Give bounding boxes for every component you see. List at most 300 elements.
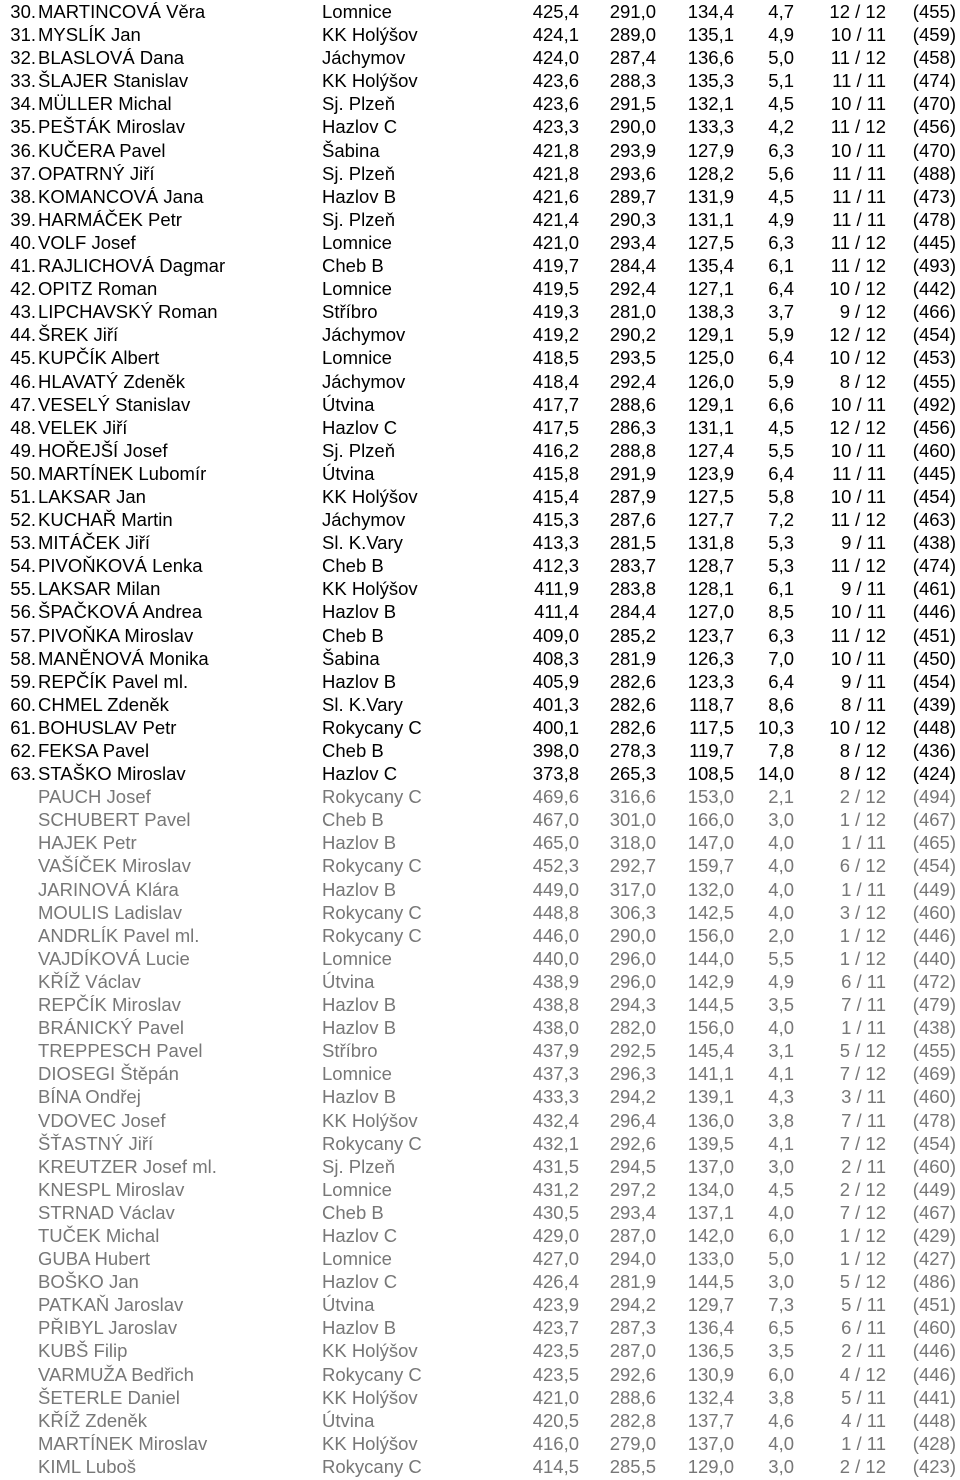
average-full: 285,2	[609, 624, 656, 646]
average-clear: 141,1	[687, 1063, 734, 1085]
table-row-unranked	[0, 1432, 960, 1455]
rank-cell: 30.	[10, 1, 36, 22]
average-total: 415,3	[532, 509, 579, 531]
best-result: (460)	[912, 1317, 956, 1339]
club-name: Hazlov C	[322, 116, 398, 138]
average-misses: 6,3	[768, 139, 794, 161]
average-misses: 5,9	[768, 370, 794, 392]
best-result: (474)	[912, 70, 956, 92]
average-total: 409,0	[532, 624, 579, 646]
average-full: 287,6	[609, 509, 656, 531]
games-played: 6 / 12	[839, 855, 886, 877]
player-name: PIVOŇKA Miroslav	[38, 624, 194, 646]
table-row	[0, 346, 960, 369]
table-row	[0, 92, 960, 115]
games-played: 10 / 11	[830, 93, 886, 115]
club-name: Sj. Plzeň	[322, 439, 396, 461]
games-played: 9 / 12	[839, 301, 886, 323]
average-misses: 4,0	[768, 1432, 794, 1454]
games-played: 12 / 12	[829, 1, 886, 22]
average-full: 292,4	[609, 278, 656, 300]
rank-cell: 53.	[10, 532, 36, 554]
average-clear: 127,5	[687, 231, 734, 253]
player-name: HARMÁČEK Petr	[38, 208, 182, 230]
average-total: 423,9	[532, 1294, 579, 1316]
player-name: KUBŠ Filip	[38, 1340, 128, 1362]
player-name: MARTÍNEK Miroslav	[38, 1432, 208, 1454]
average-clear: 126,3	[687, 647, 734, 669]
games-played: 11 / 12	[830, 509, 886, 531]
average-total: 440,0	[532, 947, 579, 969]
games-played: 1 / 12	[839, 924, 886, 946]
games-played: 8 / 12	[839, 370, 886, 392]
games-played: 3 / 11	[841, 1086, 886, 1108]
average-misses: 5,5	[768, 947, 794, 969]
best-result: (423)	[912, 1455, 956, 1477]
player-name: KOMANCOVÁ Jana	[38, 185, 204, 207]
player-name: JARINOVÁ Klára	[38, 878, 179, 900]
best-result: (455)	[912, 370, 956, 392]
table-row	[0, 716, 960, 739]
average-misses: 4,9	[768, 24, 794, 46]
average-full: 281,9	[609, 1271, 656, 1293]
player-name: STRNAD Václav	[38, 1201, 175, 1223]
table-row-unranked	[0, 1316, 960, 1339]
player-name: TREPPESCH Pavel	[38, 1040, 203, 1062]
best-result: (429)	[912, 1224, 956, 1246]
average-full: 287,4	[609, 47, 656, 69]
best-result: (470)	[912, 139, 956, 161]
player-name: VDOVEC Josef	[38, 1109, 166, 1131]
table-row	[0, 46, 960, 69]
average-misses: 6,3	[768, 624, 794, 646]
club-name: Cheb B	[322, 740, 384, 761]
average-misses: 4,3	[768, 1086, 794, 1108]
average-clear: 129,1	[687, 393, 734, 415]
average-total: 419,2	[532, 324, 579, 346]
games-played: 5 / 11	[841, 1386, 886, 1408]
best-result: (492)	[912, 393, 956, 415]
best-result: (469)	[912, 1063, 956, 1085]
club-name: Cheb B	[322, 255, 384, 277]
average-misses: 4,0	[768, 878, 794, 900]
rank-cell: 36.	[10, 139, 36, 161]
average-clear: 127,9	[687, 139, 734, 161]
best-result: (448)	[912, 1409, 956, 1431]
average-clear: 135,4	[687, 255, 734, 277]
average-clear: 108,5	[687, 763, 734, 785]
club-name: Lomnice	[322, 1063, 392, 1085]
average-full: 296,0	[609, 947, 656, 969]
player-name: HLAVATÝ Zdeněk	[38, 370, 186, 392]
average-full: 316,6	[609, 786, 656, 808]
rank-cell: 40.	[10, 231, 36, 253]
best-result: (440)	[912, 947, 956, 969]
table-row-unranked	[0, 1155, 960, 1178]
club-name: Sj. Plzeň	[322, 208, 396, 230]
best-result: (455)	[912, 1, 956, 22]
average-full: 289,7	[609, 185, 656, 207]
best-result: (478)	[912, 208, 956, 230]
club-name: Hazlov B	[322, 185, 397, 207]
average-clear: 127,4	[687, 439, 734, 461]
table-row-unranked	[0, 1247, 960, 1270]
average-clear: 119,7	[689, 740, 734, 761]
average-clear: 144,5	[687, 1271, 734, 1293]
average-clear: 134,0	[687, 1178, 734, 1200]
average-total: 423,3	[532, 116, 579, 138]
average-full: 281,0	[609, 301, 656, 323]
club-name: KK Holýšov	[322, 1340, 418, 1362]
average-clear: 145,4	[687, 1040, 734, 1062]
table-row	[0, 531, 960, 554]
best-result: (461)	[912, 578, 956, 600]
average-clear: 127,0	[687, 601, 734, 623]
rank-cell: 38.	[10, 185, 36, 207]
table-row-unranked	[0, 1293, 960, 1316]
best-result: (428)	[912, 1432, 956, 1454]
average-clear: 138,3	[687, 301, 734, 323]
player-name: ŠREK Jiří	[38, 324, 119, 346]
average-misses: 3,0	[768, 1155, 794, 1177]
rank-cell: 59.	[10, 670, 36, 692]
table-row	[0, 416, 960, 439]
table-row-unranked	[0, 785, 960, 808]
games-played: 5 / 11	[841, 1294, 886, 1316]
games-played: 7 / 12	[839, 1063, 886, 1085]
best-result: (467)	[912, 1201, 956, 1223]
rank-cell: 54.	[10, 555, 36, 577]
average-misses: 5,3	[768, 532, 794, 554]
average-misses: 6,6	[768, 393, 794, 415]
average-full: 282,6	[609, 716, 656, 738]
average-full: 290,0	[609, 116, 656, 138]
games-played: 11 / 11	[832, 185, 886, 207]
games-played: 11 / 12	[830, 624, 886, 646]
average-misses: 2,1	[768, 786, 794, 808]
average-total: 432,4	[532, 1109, 579, 1131]
player-name: MÜLLER Michal	[38, 93, 172, 115]
average-clear: 153,0	[687, 786, 734, 808]
rank-cell: 49.	[10, 439, 36, 461]
player-name: PATKAŇ Jaroslav	[38, 1294, 184, 1316]
best-result: (460)	[912, 1155, 956, 1177]
average-clear: 142,9	[687, 970, 734, 992]
player-name: VOLF Josef	[38, 231, 136, 253]
games-played: 6 / 11	[841, 970, 886, 992]
average-clear: 129,7	[687, 1294, 734, 1316]
games-played: 2 / 12	[839, 1455, 886, 1477]
best-result: (449)	[912, 1178, 956, 1200]
average-misses: 4,9	[768, 970, 794, 992]
average-full: 297,2	[609, 1178, 656, 1200]
average-full: 291,5	[609, 93, 656, 115]
average-misses: 5,0	[768, 1248, 794, 1270]
best-result: (439)	[912, 693, 956, 715]
club-name: Sj. Plzeň	[322, 93, 396, 115]
average-total: 426,4	[532, 1271, 579, 1293]
average-misses: 4,0	[768, 855, 794, 877]
games-played: 1 / 11	[841, 1017, 886, 1039]
average-total: 423,6	[532, 70, 579, 92]
table-row-unranked	[0, 1201, 960, 1224]
average-full: 281,9	[609, 647, 656, 669]
average-full: 294,0	[609, 1248, 656, 1270]
rank-cell: 45.	[10, 347, 36, 369]
average-total: 400,1	[532, 716, 579, 738]
average-clear: 136,0	[687, 1109, 734, 1131]
average-full: 292,4	[609, 370, 656, 392]
club-name: Cheb B	[322, 555, 384, 577]
best-result: (472)	[912, 970, 956, 992]
player-name: KUCHAŘ Martin	[38, 509, 173, 531]
table-row	[0, 577, 960, 600]
average-clear: 125,0	[687, 347, 734, 369]
games-played: 6 / 11	[841, 1317, 886, 1339]
average-total: 429,0	[532, 1224, 579, 1246]
table-row-unranked	[0, 1409, 960, 1432]
table-row-unranked	[0, 878, 960, 901]
average-full: 292,6	[609, 1363, 656, 1385]
best-result: (474)	[912, 555, 956, 577]
player-name: BRÁNICKÝ Pavel	[38, 1017, 184, 1039]
games-played: 10 / 11	[830, 24, 886, 46]
games-played: 10 / 11	[830, 393, 886, 415]
average-full: 287,0	[609, 1340, 656, 1362]
average-clear: 136,6	[687, 47, 734, 69]
average-full: 282,6	[609, 670, 656, 692]
club-name: Hazlov B	[322, 878, 397, 900]
club-name: Hazlov C	[322, 416, 398, 438]
average-total: 421,8	[532, 139, 579, 161]
club-name: Stříbro	[322, 1040, 378, 1062]
average-total: 416,2	[532, 439, 579, 461]
player-name: VAŠÍČEK Miroslav	[38, 855, 191, 877]
games-played: 10 / 12	[829, 716, 886, 738]
games-played: 11 / 12	[830, 555, 886, 577]
average-clear: 156,0	[687, 1017, 734, 1039]
average-misses: 4,5	[768, 1178, 794, 1200]
average-total: 465,0	[532, 832, 579, 854]
table-row-unranked	[0, 808, 960, 831]
average-full: 290,0	[609, 924, 656, 946]
best-result: (438)	[912, 532, 956, 554]
rank-cell: 33.	[10, 70, 36, 92]
average-full: 289,0	[609, 24, 656, 46]
average-misses: 3,8	[768, 1386, 794, 1408]
average-clear: 156,0	[687, 924, 734, 946]
player-name: OPITZ Roman	[38, 278, 158, 300]
average-misses: 8,6	[768, 693, 794, 715]
average-misses: 3,0	[768, 1271, 794, 1293]
average-misses: 5,8	[768, 485, 794, 507]
player-name: BOŠKO Jan	[38, 1271, 139, 1293]
average-misses: 4,5	[768, 93, 794, 115]
average-misses: 4,5	[768, 185, 794, 207]
average-full: 283,8	[609, 578, 656, 600]
player-name: MARTINCOVÁ Věra	[38, 1, 206, 22]
table-row	[0, 300, 960, 323]
best-result: (449)	[912, 878, 956, 900]
average-misses: 3,0	[768, 809, 794, 831]
average-full: 290,3	[609, 208, 656, 230]
table-row	[0, 254, 960, 277]
player-name: MANĚNOVÁ Monika	[38, 647, 209, 669]
games-played: 11 / 12	[830, 255, 886, 277]
average-misses: 8,5	[768, 601, 794, 623]
average-clear: 144,5	[687, 994, 734, 1016]
club-name: Útvina	[322, 393, 375, 415]
games-played: 3 / 12	[839, 901, 886, 923]
games-played: 2 / 11	[841, 1340, 886, 1362]
average-total: 413,3	[532, 532, 579, 554]
average-misses: 4,5	[768, 416, 794, 438]
club-name: Sl. K.Vary	[322, 693, 403, 715]
player-name: MITÁČEK Jiří	[38, 532, 151, 554]
club-name: Rokycany C	[322, 855, 422, 877]
club-name: Rokycany C	[322, 786, 422, 808]
best-result: (473)	[912, 185, 956, 207]
average-full: 296,0	[609, 970, 656, 992]
table-row	[0, 485, 960, 508]
best-result: (442)	[912, 278, 956, 300]
average-full: 287,3	[609, 1317, 656, 1339]
games-played: 11 / 12	[830, 116, 886, 138]
player-name: LIPCHAVSKÝ Roman	[38, 301, 218, 323]
table-row	[0, 23, 960, 46]
rank-cell: 56.	[10, 601, 36, 623]
average-total: 421,6	[532, 185, 579, 207]
table-row	[0, 162, 960, 185]
games-played: 10 / 11	[830, 601, 886, 623]
games-played: 8 / 11	[841, 693, 886, 715]
average-total: 431,2	[532, 1178, 579, 1200]
best-result: (448)	[912, 716, 956, 738]
average-full: 284,4	[609, 601, 656, 623]
average-total: 421,8	[532, 162, 579, 184]
table-row	[0, 647, 960, 670]
player-name: ŠLAJER Stanislav	[38, 70, 189, 92]
rank-cell: 41.	[10, 255, 36, 277]
average-full: 293,4	[609, 1201, 656, 1223]
player-name: CHMEL Zdeněk	[38, 693, 169, 715]
average-total: 423,7	[532, 1317, 579, 1339]
average-total: 448,8	[532, 901, 579, 923]
best-result: (454)	[912, 670, 956, 692]
average-full: 306,3	[609, 901, 656, 923]
average-total: 419,3	[532, 301, 579, 323]
average-misses: 4,1	[768, 1132, 794, 1154]
average-total: 423,6	[532, 93, 579, 115]
rank-cell: 34.	[10, 93, 36, 115]
average-full: 294,3	[609, 994, 656, 1016]
average-clear: 127,7	[687, 509, 734, 531]
average-total: 420,5	[532, 1409, 579, 1431]
rank-cell: 57.	[10, 624, 36, 646]
average-misses: 4,0	[768, 832, 794, 854]
games-played: 8 / 12	[839, 740, 886, 761]
average-clear: 132,1	[687, 93, 734, 115]
average-full: 291,9	[609, 462, 656, 484]
average-full: 288,8	[609, 439, 656, 461]
player-name: PŘIBYL Jaroslav	[38, 1317, 178, 1339]
best-result: (446)	[912, 1363, 956, 1385]
average-total: 405,9	[532, 670, 579, 692]
club-name: Hazlov C	[322, 763, 398, 785]
average-clear: 130,9	[687, 1363, 734, 1385]
games-played: 8 / 12	[839, 763, 886, 785]
club-name: Cheb B	[322, 809, 384, 831]
table-row-unranked	[0, 1339, 960, 1362]
table-row-unranked	[0, 1085, 960, 1108]
games-played: 1 / 12	[839, 947, 886, 969]
table-row-unranked	[0, 1270, 960, 1293]
average-total: 424,1	[532, 24, 579, 46]
average-clear: 135,3	[687, 70, 734, 92]
best-result: (478)	[912, 1109, 956, 1131]
rank-cell: 60.	[10, 693, 36, 715]
best-result: (470)	[912, 93, 956, 115]
player-name: MARTÍNEK Lubomír	[38, 462, 207, 484]
rank-cell: 48.	[10, 416, 36, 438]
club-name: Hazlov B	[322, 832, 397, 854]
best-result: (451)	[912, 1294, 956, 1316]
player-name: ŠETERLE Daniel	[38, 1386, 180, 1408]
average-full: 292,7	[609, 855, 656, 877]
rank-cell: 32.	[10, 47, 36, 69]
average-clear: 139,5	[687, 1132, 734, 1154]
average-full: 288,6	[609, 1386, 656, 1408]
average-clear: 123,7	[687, 624, 734, 646]
club-name: KK Holýšov	[322, 1109, 418, 1131]
table-row-unranked	[0, 854, 960, 877]
average-clear: 129,0	[687, 1455, 734, 1477]
average-misses: 6,0	[768, 1224, 794, 1246]
table-row-unranked	[0, 1386, 960, 1409]
average-misses: 3,1	[768, 1040, 794, 1062]
best-result: (463)	[912, 509, 956, 531]
player-name: KREUTZER Josef ml.	[38, 1155, 217, 1177]
average-full: 291,0	[609, 1, 656, 22]
average-full: 282,0	[609, 1017, 656, 1039]
average-total: 427,0	[532, 1248, 579, 1270]
club-name: Hazlov C	[322, 1271, 398, 1293]
games-played: 5 / 12	[839, 1040, 886, 1062]
average-misses: 4,7	[768, 1, 794, 22]
club-name: Lomnice	[322, 1, 392, 22]
average-total: 421,4	[532, 208, 579, 230]
average-total: 419,5	[532, 278, 579, 300]
average-total: 437,9	[532, 1040, 579, 1062]
average-misses: 3,5	[768, 994, 794, 1016]
average-full: 293,4	[609, 231, 656, 253]
average-total: 423,5	[532, 1340, 579, 1362]
player-name: VELEK Jiří	[38, 416, 128, 438]
table-row-unranked	[0, 1062, 960, 1085]
average-misses: 6,4	[768, 670, 794, 692]
games-played: 1 / 12	[839, 1224, 886, 1246]
player-name: REPČÍK Miroslav	[38, 994, 181, 1016]
average-full: 282,8	[609, 1409, 656, 1431]
games-played: 2 / 11	[841, 1155, 886, 1177]
club-name: Útvina	[322, 970, 375, 992]
best-result: (456)	[912, 416, 956, 438]
table-row	[0, 462, 960, 485]
average-misses: 5,3	[768, 555, 794, 577]
player-name: MYSLÍK Jan	[38, 24, 141, 46]
rank-cell: 52.	[10, 509, 36, 531]
table-row	[0, 739, 960, 762]
